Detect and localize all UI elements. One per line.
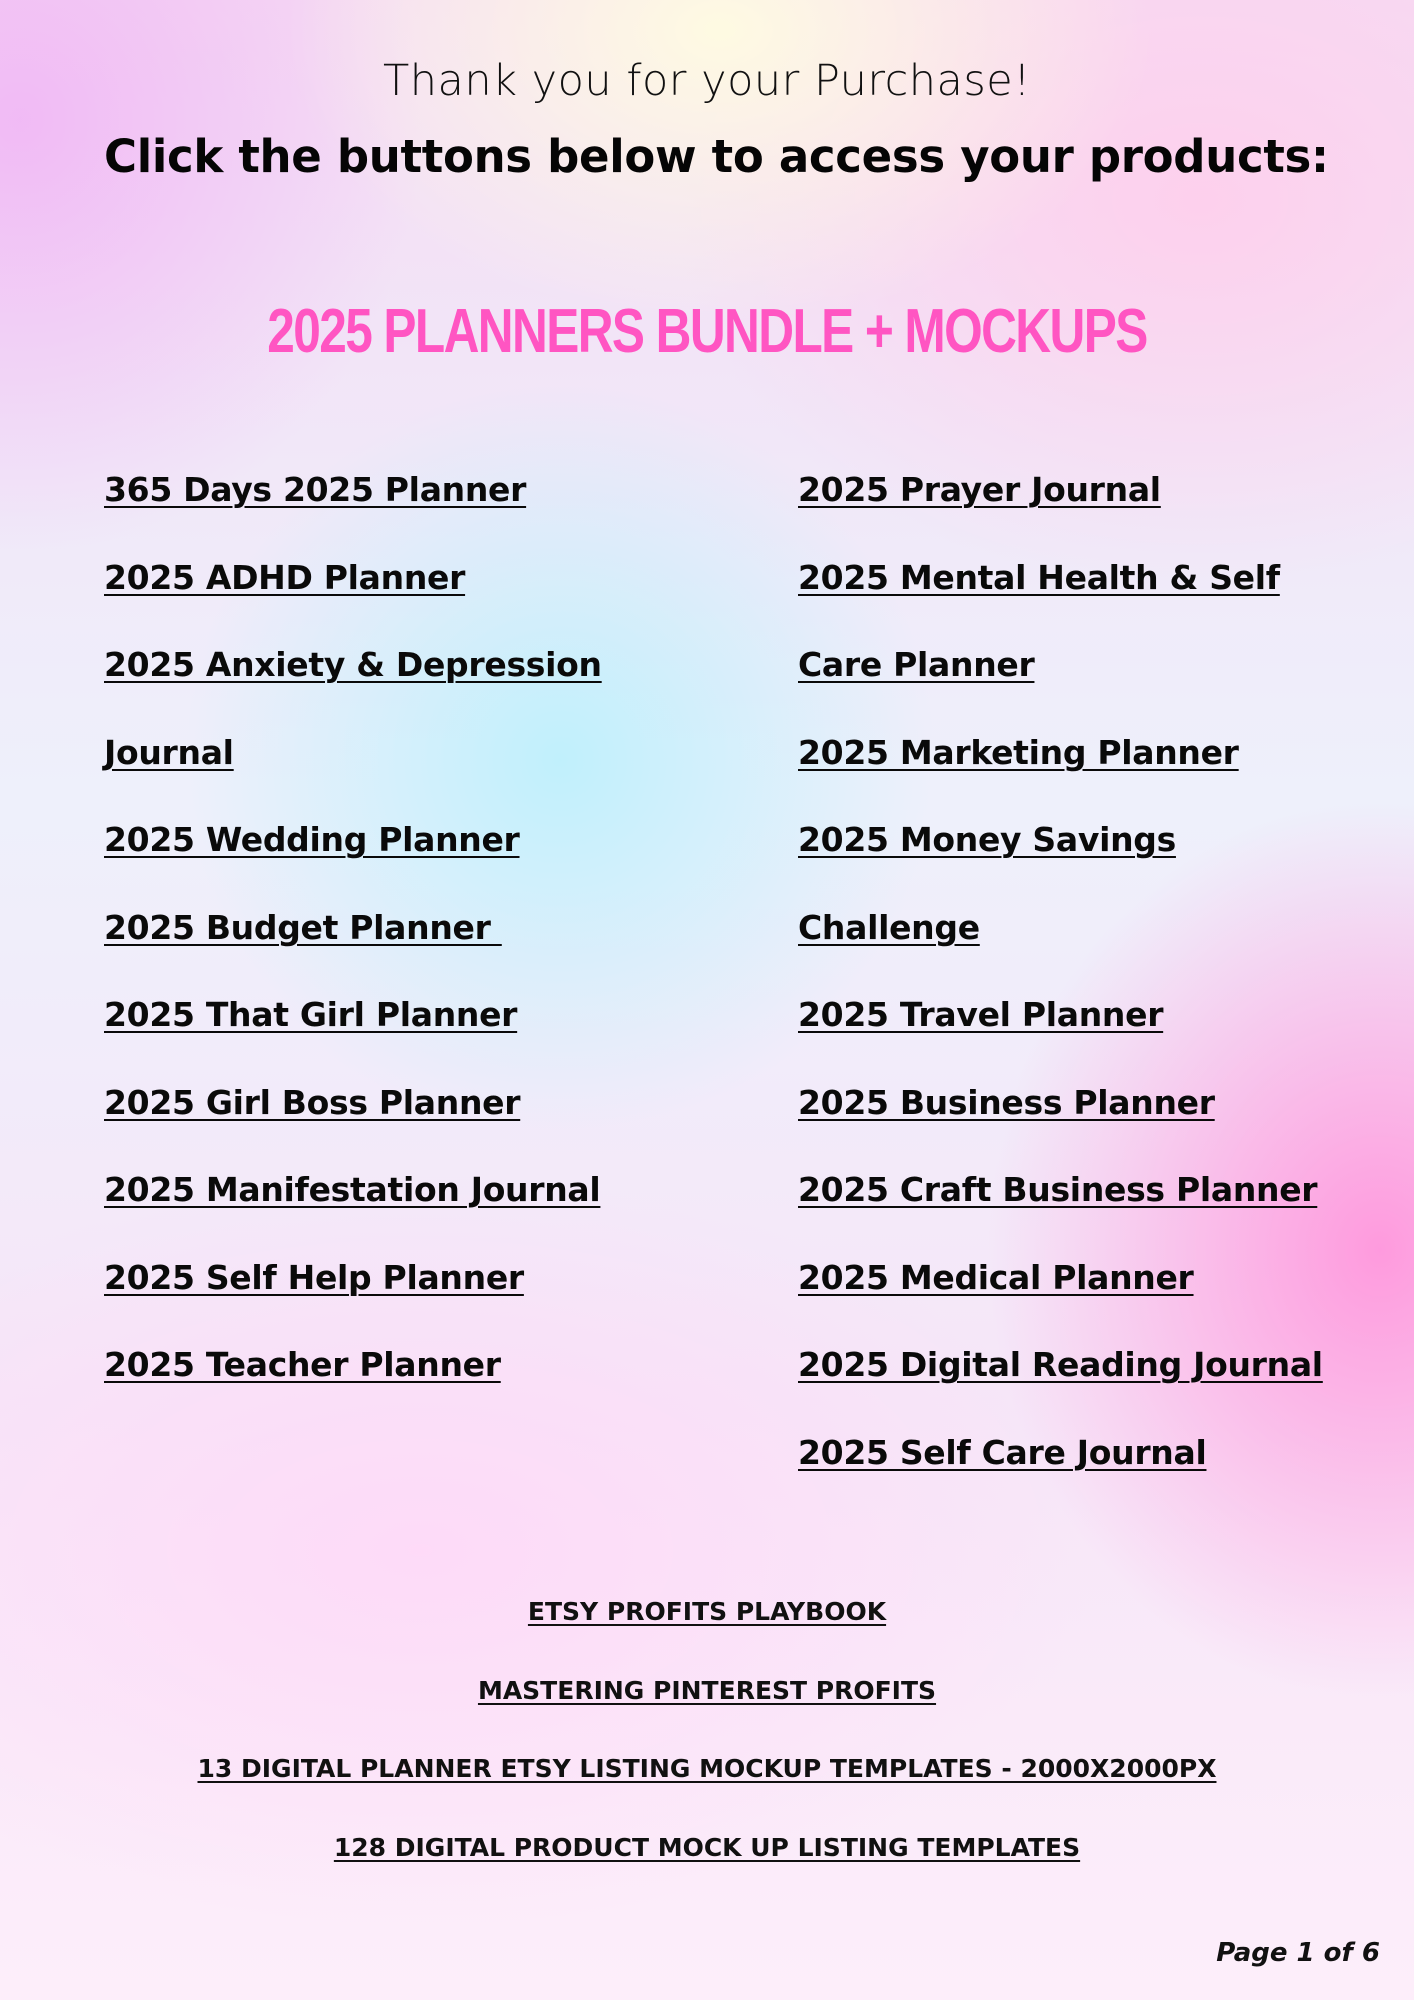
product-link-mental-health-planner-cont[interactable]: Care Planner xyxy=(798,645,1035,684)
product-link-business-planner[interactable]: 2025 Business Planner xyxy=(798,1082,1215,1122)
product-link-self-help-planner[interactable]: 2025 Self Help Planner xyxy=(104,1257,524,1297)
list-item xyxy=(104,816,602,904)
list-item xyxy=(798,1341,1323,1429)
product-link-money-savings-challenge[interactable]: 2025 Money Savings xyxy=(798,820,1176,859)
list-item xyxy=(798,991,1323,1079)
list-item xyxy=(104,729,602,817)
thank-you-heading: Thank you for your Purchase! xyxy=(382,56,1032,106)
product-link-anxiety-depression-journal[interactable]: 2025 Anxiety & Depression xyxy=(104,645,602,684)
product-link-travel-planner[interactable]: 2025 Travel Planner xyxy=(798,995,1164,1034)
product-link-craft-business-planner[interactable]: 2025 Craft Business Planner xyxy=(798,1170,1318,1209)
list-item xyxy=(0,1828,1414,1907)
product-link-digital-reading-journal[interactable]: 2025 Digital Reading Journal xyxy=(798,1345,1323,1384)
product-link-teacher-planner[interactable]: 2025 Teacher Planner xyxy=(104,1345,501,1384)
product-link-that-girl-planner[interactable]: 2025 That Girl Planner xyxy=(104,995,518,1034)
product-link-self-care-journal[interactable]: 2025 Self Care Journal xyxy=(798,1432,1207,1472)
list-item xyxy=(0,1749,1414,1828)
product-link-girl-boss-planner[interactable]: 2025 Girl Boss Planner xyxy=(104,1082,521,1122)
product-link-mental-health-planner[interactable]: 2025 Mental Health & Self xyxy=(798,557,1280,597)
page-number: Page 1 of 6 xyxy=(1216,1938,1380,1968)
list-item xyxy=(798,816,1323,904)
product-link-manifestation-journal[interactable]: 2025 Manifestation Journal xyxy=(104,1170,601,1209)
product-links-left-column xyxy=(104,466,602,1429)
list-item xyxy=(798,554,1323,642)
product-links-right-column xyxy=(798,466,1323,1516)
product-link-prayer-journal[interactable]: 2025 Prayer Journal xyxy=(798,470,1161,509)
list-item xyxy=(798,729,1323,817)
list-item xyxy=(104,904,602,992)
product-link-wedding-planner[interactable]: 2025 Wedding Planner xyxy=(104,820,520,859)
list-item xyxy=(104,1254,602,1342)
instruction-heading: Click the buttons below to access your products: xyxy=(104,130,1329,183)
bonus-link-etsy-profits-playbook[interactable]: ETSY PROFITS PLAYBOOK xyxy=(527,1597,887,1626)
list-item xyxy=(104,641,602,729)
bonus-links xyxy=(0,1592,1414,1906)
bonus-link-etsy-listing-mockup-templates[interactable]: 13 DIGITAL PLANNER ETSY LISTING MOCKUP TEMPLATES - 2000X2000PX xyxy=(197,1754,1217,1783)
list-item xyxy=(104,554,602,642)
bonus-link-mastering-pinterest-profits[interactable]: MASTERING PINTEREST PROFITS xyxy=(477,1675,937,1705)
list-item xyxy=(798,1166,1323,1254)
list-item xyxy=(104,991,602,1079)
product-link-medical-planner[interactable]: 2025 Medical Planner xyxy=(798,1257,1194,1297)
list-item xyxy=(798,1254,1323,1342)
list-item xyxy=(104,1166,602,1254)
list-item xyxy=(104,1079,602,1167)
list-item xyxy=(104,466,602,554)
product-link-adhd-planner[interactable]: 2025 ADHD Planner xyxy=(104,557,466,597)
product-link-marketing-planner[interactable]: 2025 Marketing Planner xyxy=(798,732,1239,772)
product-link-anxiety-depression-journal-cont[interactable]: Journal xyxy=(104,732,234,772)
list-item xyxy=(798,904,1323,992)
list-item xyxy=(798,1079,1323,1167)
list-item xyxy=(0,1671,1414,1750)
list-item xyxy=(104,1341,602,1429)
product-link-money-savings-challenge-cont[interactable]: Challenge xyxy=(798,907,980,947)
list-item xyxy=(0,1592,1414,1671)
list-item xyxy=(798,466,1323,554)
bundle-title: 2025 PLANNERS BUNDLE + MOCKUPS xyxy=(267,297,1147,366)
list-item xyxy=(798,641,1323,729)
product-link-365-days-planner[interactable]: 365 Days 2025 Planner xyxy=(104,470,527,509)
list-item xyxy=(798,1429,1323,1517)
bonus-link-digital-product-mockup-templates[interactable]: 128 DIGITAL PRODUCT MOCK UP LISTING TEMPLATES xyxy=(333,1832,1081,1862)
product-link-budget-planner[interactable]: 2025 Budget Planner xyxy=(104,907,502,947)
